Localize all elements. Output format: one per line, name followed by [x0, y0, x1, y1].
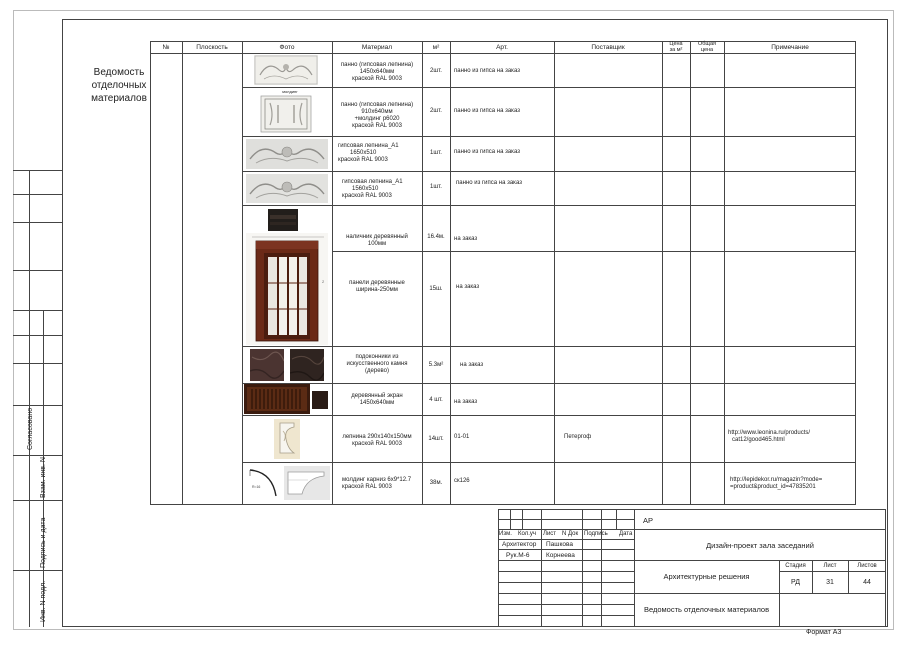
material-line: искусственного камня: [346, 361, 408, 367]
material-line: +молдинг р6020: [354, 116, 400, 122]
col-total-header-line: Общая: [698, 41, 716, 47]
col-price-header: [662, 41, 690, 53]
material-line: ширина-250мм: [356, 287, 398, 293]
material-cell: [332, 434, 422, 448]
qty-cell: 15ш.: [429, 286, 443, 292]
stamp-col-label: Дата: [619, 531, 633, 537]
material-line: 1650х510: [350, 150, 377, 156]
plaster-panel-photo: [254, 55, 318, 85]
sign-date-label: Подпись и дата: [40, 517, 47, 568]
art-cell: на заказ: [454, 236, 478, 242]
material-line: 1560х510: [352, 186, 379, 192]
wood-screen-photo: [244, 384, 310, 414]
material-line: панели деревянные: [349, 280, 405, 286]
art-cell: на заказ: [456, 284, 480, 290]
qty-cell: 38м.: [429, 480, 443, 486]
wood-sample-photo: [312, 391, 328, 409]
stamp-role: Рук.М-6: [506, 552, 530, 559]
stone-sample-photo: [250, 349, 284, 381]
vedomost-title-line: отделочных: [91, 80, 147, 91]
qty-cell: 1шт.: [430, 150, 442, 156]
material-cell: [338, 143, 422, 164]
material-line: лепнина 290х140х150мм: [342, 434, 412, 440]
col-material-header: Материал: [361, 44, 393, 51]
material-cell: [332, 62, 422, 83]
sheets-label: Листов: [857, 563, 877, 569]
note-link-line[interactable]: cat12/good465.html: [732, 437, 785, 443]
material-cell: [332, 354, 422, 375]
material-line: краской RAL 9003: [352, 441, 402, 447]
note-link-line[interactable]: =product&product_id=47835201: [730, 484, 816, 490]
material-line: панно (гипсовая лепнина): [340, 62, 414, 68]
art-cell: панно из гипса на заказ: [456, 180, 522, 186]
stage-value: РД: [791, 579, 800, 586]
qty-cell: 1шт.: [430, 184, 442, 190]
material-cell: [342, 179, 422, 200]
vedomost-title-line: материалов: [91, 93, 147, 104]
cornice-profile-photo: [246, 466, 282, 500]
col-supplier-header: Поставщик: [591, 44, 625, 51]
qty-cell: 2шт.: [430, 108, 442, 114]
material-line: деревянный экран: [351, 393, 403, 399]
qty-cell: 14шт.: [428, 436, 444, 442]
art-cell: на заказ: [454, 399, 478, 405]
material-line: (дерево): [365, 368, 389, 374]
svg-text:2: 2: [322, 279, 325, 284]
material-line: 1450х640мм: [359, 400, 395, 406]
stamp-sheet-title: Ведомость отделочных материалов: [643, 605, 770, 614]
sheets-value: 44: [863, 579, 871, 586]
col-art-header: Арт.: [496, 44, 508, 51]
stone-sample-photo: [290, 349, 324, 381]
qty-cell: 5.3м²: [428, 362, 444, 368]
molding-panel-photo: [260, 95, 312, 133]
qty-cell: 16.4м.: [427, 234, 445, 240]
stamp-section: Архитектурные решения: [663, 572, 750, 581]
material-line: краской RAL 9003: [352, 76, 402, 82]
art-cell: панно из гипса на заказ: [454, 68, 520, 74]
col-note-header: Примечание: [771, 44, 809, 51]
art-cell: ск126: [454, 478, 470, 484]
col-price-header-line: Цена: [669, 41, 683, 47]
material-line: 1450х640мм: [359, 69, 395, 75]
stamp-col-label: N Док: [562, 531, 579, 537]
cornice-photo: [284, 466, 330, 500]
material-line: наличник деревянный: [346, 234, 408, 240]
plaster-lion-photo: [246, 139, 328, 169]
col-photo-header: Фото: [279, 44, 295, 51]
materials-table: [150, 41, 856, 505]
stamp-role: Архитектор: [502, 541, 537, 548]
stamp-project: Дизайн-проект зала заседаний: [706, 541, 814, 550]
material-line: гипсовая лепнина_А1: [338, 143, 399, 149]
col-total-header: [690, 41, 724, 53]
material-cell: [332, 280, 422, 294]
art-cell: 01-01: [454, 434, 470, 440]
stamp-person: Корнеева: [546, 552, 575, 559]
qty-cell: 2шт.: [430, 68, 442, 74]
title-block: [498, 509, 886, 627]
note-cell[interactable]: [730, 477, 822, 491]
photo-caption: молдинг: [282, 89, 298, 94]
material-line: молдинг карниз 6х9*12.7: [342, 477, 412, 483]
material-cell: [332, 234, 422, 248]
col-surface-header: Плоскость: [196, 44, 228, 51]
stage-label: Стадия: [785, 563, 806, 569]
vedomost-title-line: Ведомость: [93, 67, 145, 78]
svg-text:R≈16: R≈16: [252, 485, 261, 489]
material-line: подоконники из: [355, 354, 399, 360]
art-cell: на заказ: [460, 362, 484, 368]
qty-cell: 4 шт.: [429, 397, 443, 403]
material-line: 100мм: [367, 241, 387, 247]
material-cell: [342, 477, 422, 491]
col-num-header: №: [162, 44, 170, 51]
material-line: 910х640мм: [361, 109, 393, 115]
plaster-lion-photo: [246, 174, 328, 203]
material-cell: [332, 102, 422, 130]
material-line: краской RAL 9003: [352, 123, 402, 129]
note-link-line[interactable]: http://www.leonina.ru/products/: [728, 430, 811, 436]
note-link-line[interactable]: http://lepidekor.ru/magazin?mode=: [730, 477, 823, 483]
art-cell: панно из гипса на заказ: [454, 149, 520, 155]
inv-orig-label: Инв. N подл.: [40, 580, 47, 622]
stamp-col-label: Кол.уч: [518, 531, 536, 537]
stamp-code: АР: [643, 516, 654, 525]
left-strip: [13, 170, 62, 627]
plaster-bracket-photo: [274, 419, 300, 459]
stamp-col-label: Изм.: [499, 531, 512, 537]
wood-portal-photo: [246, 233, 328, 345]
material-cell: [332, 393, 422, 407]
material-line: краской RAL 9003: [342, 193, 392, 199]
replaced-inv-label: Взам. инв. N: [40, 457, 47, 498]
note-cell[interactable]: [728, 430, 810, 444]
sheet-label: Лист: [823, 563, 837, 569]
col-price-header-line: за м²: [669, 47, 683, 53]
stamp-person: Пашкова: [546, 541, 574, 548]
vedomost-title: [84, 66, 154, 105]
col-unit-header: м²: [432, 44, 440, 51]
approved-label: Согласовано: [27, 407, 34, 450]
sheet-format: Формат А3: [806, 629, 842, 636]
material-line: краской RAL 9003: [342, 484, 392, 490]
material-line: гипсовая лепнина_А1: [342, 179, 403, 185]
wood-trim-sample-photo: [268, 209, 298, 231]
sheet-value: 31: [826, 579, 834, 586]
stamp-col-label: Подпись: [584, 531, 608, 537]
art-cell: панно из гипса на заказ: [454, 108, 520, 114]
supplier-cell: Петергоф: [564, 434, 592, 440]
material-line: краской RAL 9003: [338, 157, 388, 163]
material-line: панно (гипсовая лепнина): [340, 102, 414, 108]
stamp-col-label: Лист: [543, 531, 557, 537]
col-total-header-line: цена: [700, 47, 714, 53]
